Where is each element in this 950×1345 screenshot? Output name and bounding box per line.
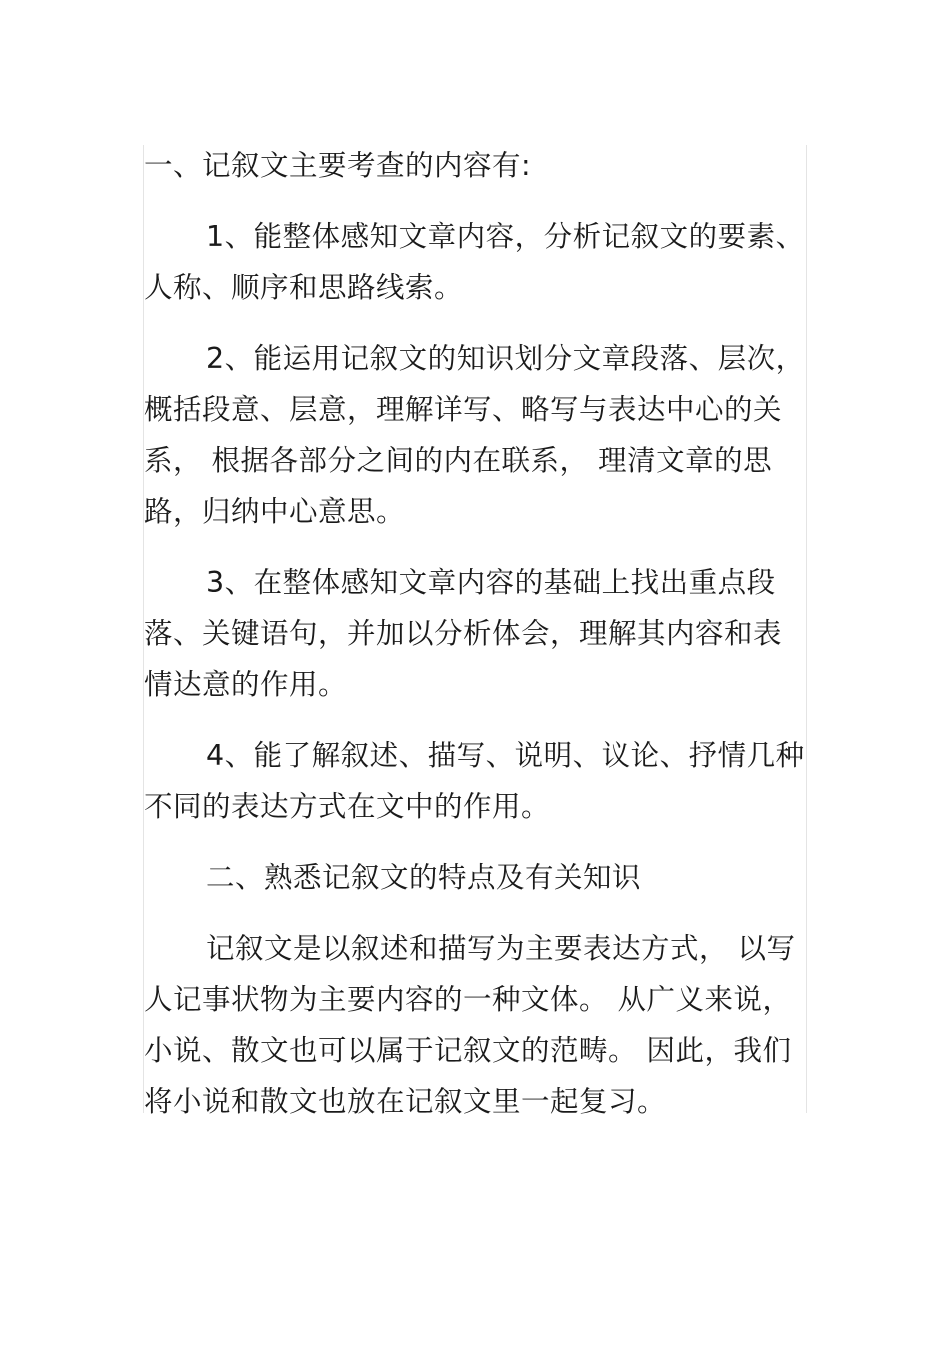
paragraph-definition: 记叙文是以叙述和描写为主要表达方式， 以写人记事状物为主要内容的一种文体。 从广义来说，小说、散文也可以属于记叙文的范畴。 因此，我们将小说和散文也放在记叙文里一起复习。 bbox=[144, 932, 796, 1118]
spacer bbox=[144, 191, 806, 211]
paragraph-item-2: 2、能运用记叙文的知识划分文章段落、层次，概括段意、层意，理解详写、略写与表达中心的关系， 根据各部分之间的内在联系， 理清文章的思路，归纳中心意思。 bbox=[144, 342, 805, 528]
spacer bbox=[144, 537, 806, 557]
paragraph-item-4: 4、能了解叙述、描写、说明、议论、抒情几种不同的表达方式在文中的作用。 bbox=[144, 739, 805, 823]
paragraph-item-3: 3、在整体感知文章内容的基础上找出重点段落、关键语句，并加以分析体会，理解其内容和表情达意的作用。 bbox=[144, 566, 783, 701]
spacer bbox=[144, 832, 806, 852]
paragraph-item-1: 1、能整体感知文章内容，分析记叙文的要素、人称、顺序和思路线索。 bbox=[144, 220, 805, 304]
spacer bbox=[144, 903, 806, 923]
spacer bbox=[144, 313, 806, 333]
right-border-line bbox=[806, 145, 807, 1113]
spacer bbox=[144, 710, 806, 730]
section-subheading: 二、熟悉记叙文的特点及有关知识 bbox=[206, 861, 642, 894]
document-body bbox=[144, 140, 806, 1127]
section-heading: 一、记叙文主要考查的内容有: bbox=[144, 149, 532, 182]
